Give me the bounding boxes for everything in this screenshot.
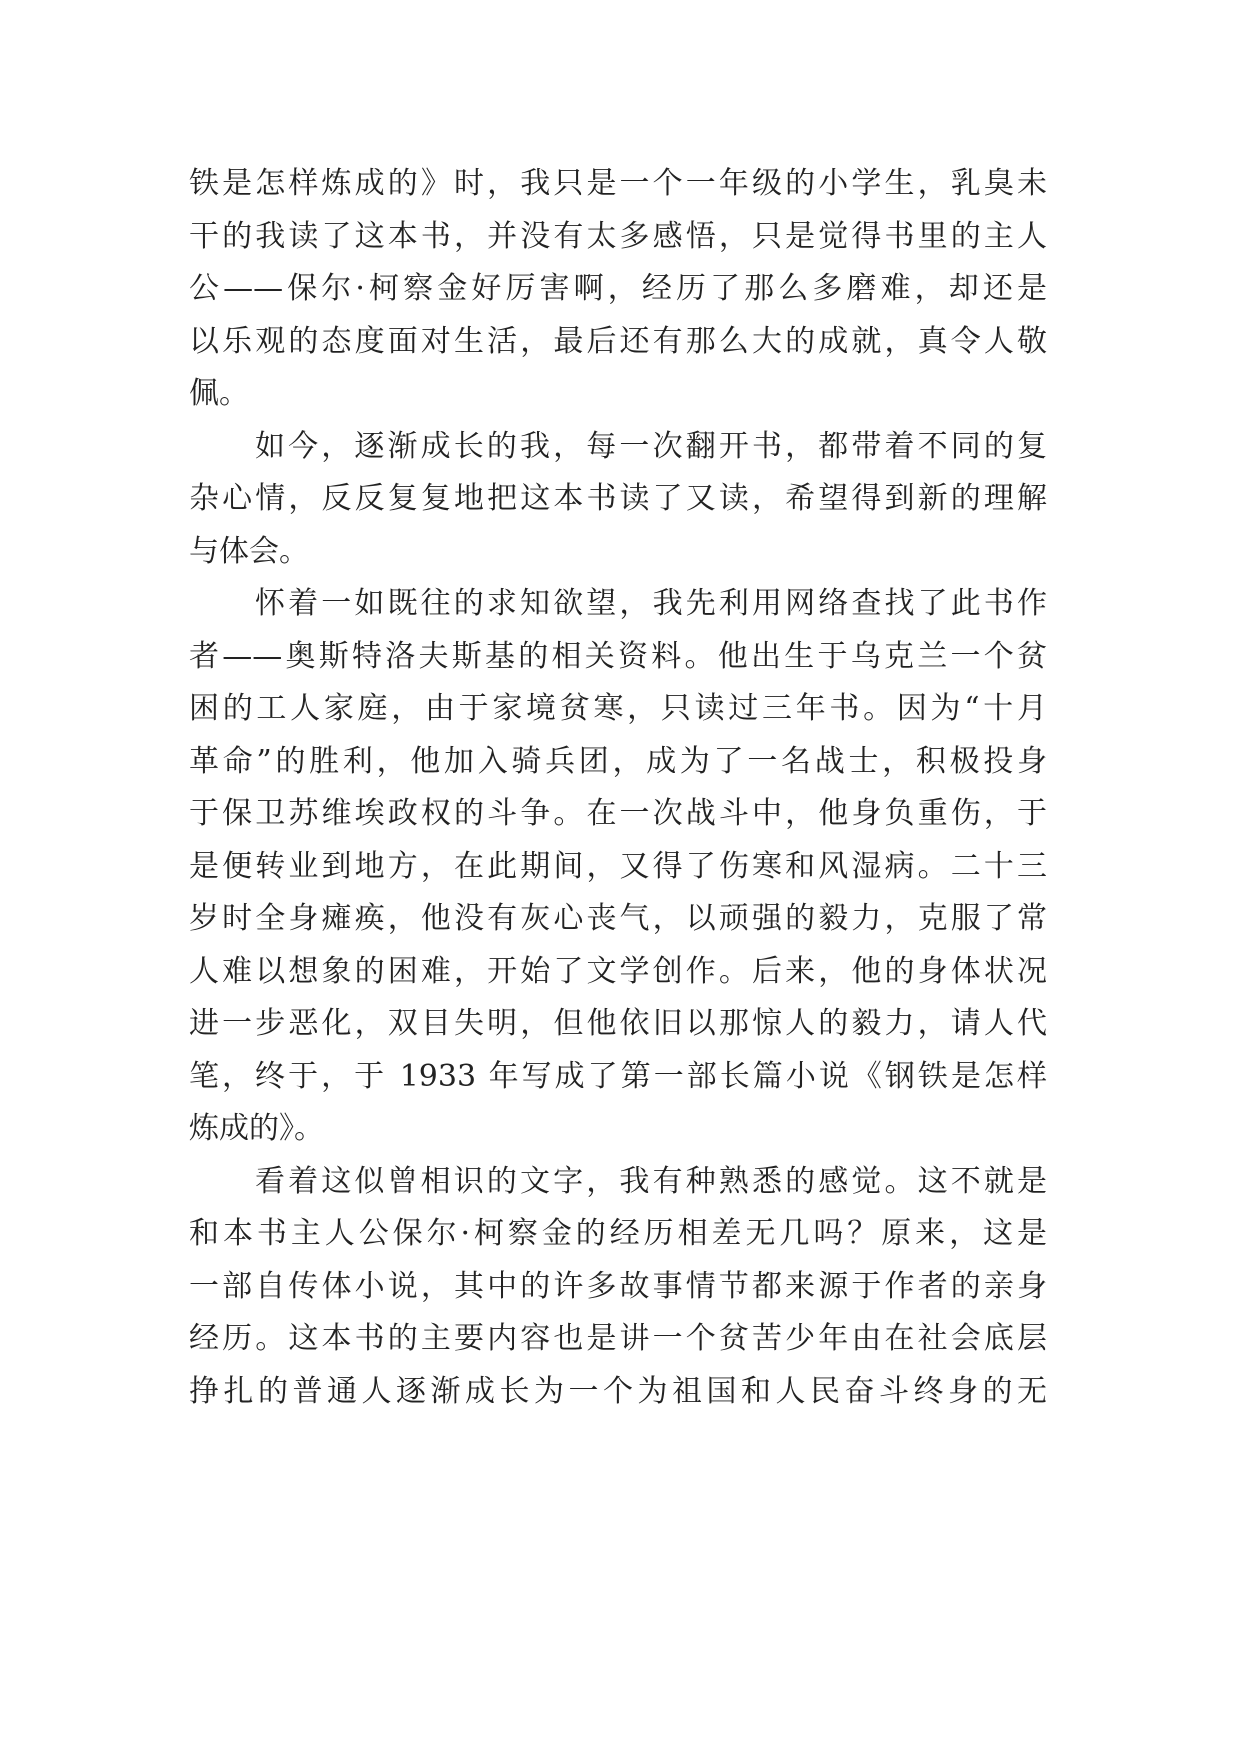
text-line: 革命”的胜利，他加入骑兵团，成为了一名战士，积极投身 bbox=[189, 743, 1047, 779]
essay-body bbox=[189, 158, 1047, 1418]
paragraph bbox=[189, 421, 1047, 579]
text-line: 如今，逐渐成长的我，每一次翻开书，都带着不同的复 bbox=[255, 428, 1047, 464]
text-line: 以乐观的态度面对生活，最后还有那么大的成就，真令人敬 bbox=[189, 323, 1047, 359]
text-line: 杂心情，反反复复地把这本书读了又读，希望得到新的理解 bbox=[189, 481, 1047, 516]
paragraph bbox=[189, 158, 1047, 421]
text-line: 炼成的》。 bbox=[189, 1111, 324, 1146]
text-line: 者——奥斯特洛夫斯基的相关资料。他出生于乌克兰一个贫 bbox=[189, 638, 1047, 674]
text-line: 和本书主人公保尔·柯察金的经历相差无几吗？原来，这是 bbox=[189, 1216, 1047, 1251]
text-line: 岁时全身瘫痪，他没有灰心丧气，以顽强的毅力，克服了常 bbox=[189, 901, 1047, 936]
text-line: 公——保尔·柯察金好厉害啊，经历了那么多磨难，却还是 bbox=[189, 271, 1047, 306]
text-line: 挣扎的普通人逐渐成长为一个为祖国和人民奋斗终身的无 bbox=[189, 1373, 1047, 1409]
text-line: 进一步恶化，双目失明，但他依旧以那惊人的毅力，请人代 bbox=[189, 1006, 1047, 1041]
text-line: 人难以想象的困难，开始了文学创作。后来，他的身体状况 bbox=[189, 953, 1047, 989]
text-line: 于保卫苏维埃政权的斗争。在一次战斗中，他身负重伤，于 bbox=[189, 796, 1047, 831]
text-line: 笔，终于，于 1933 年写成了第一部长篇小说《钢铁是怎样 bbox=[189, 1058, 1047, 1094]
text-line: 怀着一如既往的求知欲望，我先利用网络查找了此书作 bbox=[255, 586, 1047, 621]
text-line: 佩。 bbox=[189, 376, 249, 411]
text-line: 与体会。 bbox=[189, 533, 309, 569]
paragraph bbox=[189, 1156, 1047, 1419]
text-line: 干的我读了这本书，并没有太多感悟，只是觉得书里的主人 bbox=[189, 218, 1047, 254]
text-line: 是便转业到地方，在此期间，又得了伤寒和风湿病。二十三 bbox=[189, 848, 1047, 884]
text-line: 困的工人家庭，由于家境贫寒，只读过三年书。因为“十月 bbox=[189, 691, 1047, 726]
text-line: 一部自传体小说，其中的许多故事情节都来源于作者的亲身 bbox=[189, 1268, 1047, 1304]
text-line: 看着这似曾相识的文字，我有种熟悉的感觉。这不就是 bbox=[255, 1163, 1047, 1199]
text-line: 铁是怎样炼成的》时，我只是一个一年级的小学生，乳臭未 bbox=[189, 166, 1047, 201]
paragraph bbox=[189, 578, 1047, 1156]
text-line: 经历。这本书的主要内容也是讲一个贫苦少年由在社会底层 bbox=[189, 1321, 1047, 1356]
